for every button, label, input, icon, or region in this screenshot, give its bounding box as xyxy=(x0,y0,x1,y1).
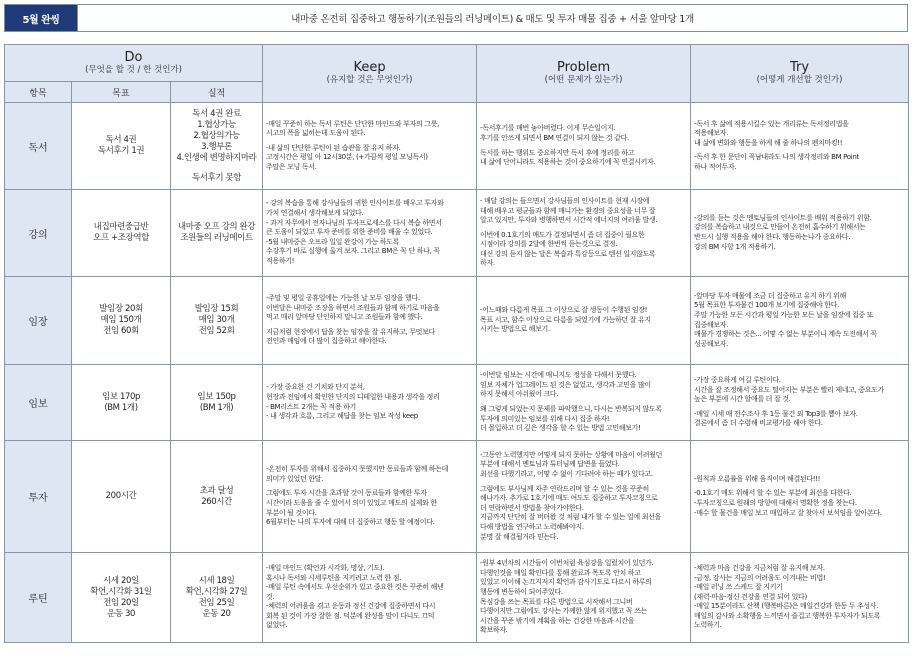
header-bar xyxy=(4,4,908,32)
text-line: -그동안 노력했지만 어떻게 되지 못하는 상황에 마음이 어려웠던 xyxy=(480,450,663,459)
row-category: 강의 xyxy=(5,190,72,277)
row-goal xyxy=(72,553,171,643)
text-line: -매일 마인드 (확언과 시각화, 명상, 기도). xyxy=(266,563,385,572)
text-line: 있었고 이이해 논끄지저지 확언과 감사기도로 다르시 하루의 xyxy=(480,578,652,587)
row-category: 루틴 xyxy=(5,553,72,643)
text-line: 발임장 15회 xyxy=(194,304,239,314)
table-row xyxy=(5,553,909,643)
text-line: 시간을 잘 조정해서 중요도 떨어지는 부분은 빨리 제네고, 중요도가 xyxy=(694,385,885,394)
month-badge: 5월 완씽 xyxy=(5,5,77,31)
text-line: 다해 방법을 연구하고 노력해봐야지. xyxy=(480,522,584,531)
try-title: Try xyxy=(789,60,810,75)
text-line: 하나 적어두자. xyxy=(694,162,737,171)
text-line: 다행이지만 그럼에도 강사는 가께한 않게 위지했고 꼭 쓰는 xyxy=(480,607,648,616)
text-line: 의미가 있었던 한달. xyxy=(266,474,323,483)
row-goal xyxy=(72,190,171,277)
row-keep xyxy=(263,277,477,365)
text-line: (BM 1개) xyxy=(104,402,138,413)
text-line: 하자. xyxy=(480,259,495,268)
keep-subtitle: (유지할 것은 무엇인가) xyxy=(326,75,413,85)
problem-subtitle: (어떤 문제가 있는가) xyxy=(544,75,623,85)
row-try xyxy=(691,441,909,553)
row-result xyxy=(171,190,263,277)
table-row xyxy=(5,365,909,441)
text-line: 가치 연결해서 생각해보게 되었다. xyxy=(266,209,364,218)
row-problem xyxy=(477,103,691,190)
text-line: - 가장 중요한 건 기치와 단지 분석, xyxy=(266,383,365,392)
text-line: -매일 꾸준히 하는 독서 루틴은 단단한 마인드와 부자의 그릇, xyxy=(266,119,439,128)
row-keep xyxy=(263,365,477,441)
text-line: 적용하기! xyxy=(266,256,295,265)
text-line: 성공해보자. xyxy=(694,339,728,348)
text-line: 매임 30개 xyxy=(198,315,235,325)
text-line: 전인과 매임에 더 많이 집중하고 해야한다. xyxy=(266,337,387,346)
text-line: 높은 부분에 시간 할애를 더 잘 것. xyxy=(694,395,791,404)
row-problem xyxy=(477,441,691,553)
text-line: -매일 루틴 속에서도 우선순위가 있고 중요한 것은 꾸준히 해낸 xyxy=(266,583,444,592)
row-problem xyxy=(477,553,691,643)
text-line: 확언,시각화 27일 xyxy=(185,586,248,597)
text-line: 적용해보자. xyxy=(694,129,728,138)
text-line: 매임 150개 xyxy=(100,315,142,325)
row-problem xyxy=(477,190,691,277)
row-category: 투자 xyxy=(5,441,72,553)
text-line: (재력-마음-정신 건강을 연결 되어 있다) xyxy=(694,592,807,601)
try-subtitle: (어떻게 개선할 것인가) xyxy=(756,75,843,85)
text-line: -매일 시세 매 전수조사 후 1등 물건 외 Top3를 뽑아 보자. xyxy=(694,409,858,418)
text-line: -매수 할 물건을 매일 보고 매입하고 잘 찾아서 보석임을 알아본다. xyxy=(694,508,882,517)
text-line: 것. xyxy=(266,592,275,601)
text-line: 다행인것을 매일 확인다를 통해 완료과 목도록 안치 하고 xyxy=(480,568,641,577)
col-result-header: 실적 xyxy=(171,82,263,103)
text-line: -강의를 듣는 것은 멘토님들의 인사이트를 배워 적용하기 위함. xyxy=(694,213,872,222)
text-line: -어느때와 다름게 목표 그 이상으로 잘 생동이 수행된 임장! xyxy=(480,306,648,315)
text-line: 시간을 꾸준 밖기에 계획을 하는 건강한 마음과 시간을 xyxy=(480,616,635,625)
text-line: 내 삶에 단어니라도 적용하는 것이 중요하기에 꼭 연결시키자. xyxy=(480,158,656,167)
row-keep xyxy=(263,190,477,277)
col-item-header: 항목 xyxy=(5,82,72,103)
text-line: 행동에 변동하이 되어주었다. xyxy=(480,587,563,596)
keep-title: Keep xyxy=(353,60,386,75)
text-line: 확보하자. xyxy=(480,626,508,635)
text-line: 지금처럼 현장에서 답을 찾는 임장을 잘 유지하고, 무엇보다 xyxy=(266,327,435,336)
text-line: 독서 4권 완료 xyxy=(192,108,241,119)
text-line: 수강후기 바로 실행에 옮겨 보자. 그리고 BM은 꼭 단 하나, 꼭 xyxy=(266,247,440,256)
text-line: 반드시 실행 적용을 해야 한다. 행동하는나가 중요하다. xyxy=(694,233,851,241)
text-line: 큰 도움이 되었고 투자 준비를 위한 준비를 배울 수 있었다. xyxy=(266,228,433,237)
text-line: 더 몰입하고 더 깊은 생각을 할 수 있는 방법 고민해보기! xyxy=(480,424,641,433)
text-line: 고정시간은 평일 아 12시30분, (+가끔씩 평일 모닝독서) xyxy=(266,153,428,162)
text-line: 독서후기 1권 xyxy=(97,146,145,156)
text-line: 260시간 xyxy=(201,496,232,507)
text-line: 주말 가능한 모든 시간과 평일 가능한 모든 날을 임장에 집중 또 xyxy=(694,310,874,319)
text-line: 이번달은 내마중 조장을 하면서 조원들과 함께 하기로 마음을 xyxy=(266,303,440,312)
text-line: 전임 52회 xyxy=(198,326,235,336)
text-line: 시간이라 도움을 줄 수 있어서 의미 있었고 매도의 실제와 한 xyxy=(266,499,437,507)
table-row xyxy=(5,103,909,190)
text-line: -원칙과 오름률을 위해 움직이며 해결된다!!! xyxy=(694,474,821,483)
text-line: 5월 목표한 투자물건 100개 보기에 집중해야 한다. xyxy=(694,301,839,310)
row-try xyxy=(691,190,909,277)
text-line: - 과거 자무에서 전자나님의 투자프로세스를 다시 복습 하면서 xyxy=(266,218,442,227)
text-line: 후기를 안쓰게 되면서 BM 연결이 되지 않는 것 같다. xyxy=(480,133,629,142)
row-try xyxy=(691,553,909,643)
text-line: 최선을 다했기라고, 어떻 수 없이 기다려야 하는 때가 있다고. xyxy=(480,470,653,479)
text-line: 이번에 0.1호기의 매도가 결정되면서 좀 더 집중이 필요한 xyxy=(480,230,645,239)
text-line: - BM리스트 2개는 꼭 적용 하기 xyxy=(266,402,356,411)
text-line: 전임 60회 xyxy=(103,326,139,336)
text-line: 독서를 하는 행위도 중요하지만 독서 후에 정리를 하고 xyxy=(480,148,635,157)
table-row xyxy=(5,441,909,553)
row-try xyxy=(691,103,909,190)
text-line: 집중해보자. xyxy=(694,320,728,329)
text-line: 시고의 폭을 넓히는데 도움이 된다. xyxy=(266,129,366,138)
text-line: 왜 그렇게 되었는지 문제를 파악했으니, 다시는 반복되지 않도록 xyxy=(480,405,662,413)
text-line: -매일 러닝 쓰 스케드 잘 지키기 xyxy=(694,583,783,592)
problem-header xyxy=(477,45,691,103)
text-line: 결론에서 좀 더 수렴해 비교평가를 해야 한다. xyxy=(694,419,823,428)
text-line: -체력의 어려움을 겪고 운동과 정신 건강에 집중하면서 다시 xyxy=(266,602,436,611)
text-line: - 강의 복습을 통해 강사님들의 귀한 인사이트를 배우고 투자와 xyxy=(266,199,444,208)
text-line: 투자에 의미있는 임보를 위해 다시 집중 하자! xyxy=(480,414,610,423)
text-line: 해나가자. 추가로 1호기에 매도 여도도 집중하고 투자코칭으로 xyxy=(480,494,658,503)
text-line: 현장과 전임에서 확인한 단지의 디테일한 내용과 생각을 정리 xyxy=(266,392,440,401)
text-line: -원부 4년차의 시간들이 이번처럼 육심강을 일렀치어 있던가. xyxy=(480,559,654,568)
text-line: -독서후기를 매번 놓아버렸다. 이게 무슨일이지. xyxy=(480,124,616,133)
text-line: 발임장 20회 xyxy=(99,304,143,314)
text-line: 200시간 xyxy=(105,491,137,501)
monthly-goal: 내마중 온전히 집중하고 행동하기(조원들의 러닝메이트) & 매도 및 투자 매물 집중 + 서울 앞마당 1개 xyxy=(77,5,907,31)
do-title: Do xyxy=(124,49,143,65)
text-line: 그럼에도 부사님께 자주 연락드리며 할 수 있는 것을 꾸준히 xyxy=(480,484,649,493)
text-line: 매일의 감사와 소확행을 느끼면서 즐겁고 행복한 투자자가 되도록 xyxy=(694,611,881,620)
text-line: 내 삶에 변화와 행동을 하게 해 줄 하나의 펜치마킹!! xyxy=(694,138,843,147)
row-problem xyxy=(477,277,691,365)
text-line: 독서 4권 xyxy=(105,135,137,145)
text-line: 부분이 될 것이다. xyxy=(266,508,317,517)
text-line: 오프 +조장역할 xyxy=(93,233,149,243)
text-line: 분명 잘 해결될거라 믿는다. xyxy=(480,532,559,541)
text-line: -이번달 임보는 시간에 매니지도 정성을 다해서 못했다. xyxy=(480,371,637,380)
row-result xyxy=(171,103,263,190)
text-line: 시세 18일 xyxy=(198,575,235,586)
text-line: 더 연락하면서 방법을 찾아가야한다. xyxy=(480,503,584,512)
text-line: 부분에 대해서 멘토님과 튜터님께 답변을 들었다. xyxy=(480,460,620,469)
text-line: 대신 강의 듣지 않는 달은 복습과 특강등으로 텐션 일지않도록 xyxy=(480,249,656,258)
text-line: 먹고 매리 앞마당 단인하지 말니고 조원들과 함께 했다. xyxy=(266,313,423,322)
text-line: 전임 20일 xyxy=(103,597,139,608)
text-line: 그럼에도 투자 시간을 초과할 것이 동료들과 함께한 투자 xyxy=(266,489,427,498)
text-line: 내집마련중급반 xyxy=(93,222,149,232)
text-line: -금정, 감사는 지금의 어려움도 이겨내는 비법! xyxy=(694,573,826,582)
text-line: 회복 된 것이 가장 잘한 점. 덕분에 완성을 맘이 다니도 끄덕 xyxy=(266,611,435,620)
row-category: 임보 xyxy=(5,365,72,441)
do-header xyxy=(5,45,263,82)
row-result xyxy=(171,277,263,365)
text-line: - 매달 강의는 들으면서 강사님들의 인사이트를 현재 시장에 xyxy=(480,196,650,205)
keep-header xyxy=(263,45,477,103)
row-keep xyxy=(263,441,477,553)
text-line: 확언,시각화 31일 xyxy=(90,586,152,597)
text-line: 임보 170p xyxy=(102,391,140,402)
text-line: 하지 못해서 아쉬웠어 크다. xyxy=(480,390,559,399)
problem-title: Problem xyxy=(556,60,611,75)
row-goal xyxy=(72,277,171,365)
text-line: 1.협상가능 xyxy=(197,119,236,130)
row-goal xyxy=(72,441,171,553)
col-goal-header: 목표 xyxy=(72,82,171,103)
text-line: 없었다. xyxy=(266,621,288,630)
row-try xyxy=(691,277,909,365)
text-line: -매일 15분이라도 산책 (행복바른)은 매일건강과 한동 두 추성사. xyxy=(694,602,879,611)
row-result xyxy=(171,441,263,553)
text-line: 조원들의 러닝메이트 xyxy=(180,233,253,243)
table-row xyxy=(5,190,909,277)
row-result xyxy=(171,365,263,441)
row-keep xyxy=(263,553,477,643)
text-line: 혹시나 독서와 시세루틴을 지키려고 노력 한 점. xyxy=(266,573,401,582)
text-line: 목심강을 쓰는 목표를 다른 방법으로 시작해서 그니버 xyxy=(480,597,633,606)
text-line: 전임 25일 xyxy=(198,597,235,608)
row-try xyxy=(691,365,909,441)
text-line: 시점이라 강의를 2달에 한번씩 듣는것으로 결정. xyxy=(480,240,618,249)
row-problem xyxy=(477,365,691,441)
text-line: 강의를 복습하고 내것으로 만들어 온전히 흡수하기 위해서는 xyxy=(694,223,866,232)
text-line: 지금까지 단단히 잘 버텨왔 것 처럼 내가 할 수 있는 일에 최선을 xyxy=(480,513,661,522)
text-line: -5월 내마중은 오프라 일일 완강이 가능 하도록 xyxy=(266,237,399,246)
text-line: -독서 후 삶에 적용시킬수 있는 개리류는 독서정리법을 xyxy=(694,119,849,128)
row-goal xyxy=(72,365,171,441)
text-line: 임보 자체가 업그레이드 된 것은 없었고, 생각과 고민을 많이 xyxy=(480,380,651,389)
text-line: 독서후기 못함 xyxy=(191,172,242,183)
row-goal xyxy=(72,103,171,190)
try-header xyxy=(691,45,909,103)
text-line: - 내 생각과 흐름, 그리고 해답을 찾는 임보 작성 keep xyxy=(266,412,418,421)
text-line: 운동 30 xyxy=(107,608,135,619)
text-line: 매물가 경쟁하는 것은... 어떻 수 없는 부분이니 계속 도전해서 꼭 xyxy=(694,330,877,339)
row-category: 임장 xyxy=(5,277,72,365)
row-category: 독서 xyxy=(5,103,72,190)
text-line: 운동 20 xyxy=(202,608,231,619)
text-line: 3.행부론 xyxy=(201,141,232,152)
text-line: -가장 중요하게 여길 루틴이다. xyxy=(694,376,781,385)
text-line: 목표 시고, 함수 이상으로 다름을 되었기에 가능하던 잘 유지 xyxy=(480,315,651,324)
line-gap xyxy=(171,164,262,173)
text-line: 임보 150p xyxy=(197,391,236,402)
text-line: -앞마당 투자 매물에 조금 더 집중하고 유지 하기 위해 xyxy=(694,291,846,300)
text-line: 4.인생에 변명하지마라 xyxy=(176,152,257,163)
retrospective-table xyxy=(4,44,909,643)
text-line: -독서 후 한 문단이 꼭남내라도 나의 생각정리와 BM Point xyxy=(694,153,859,162)
text-line: 6월부터는 나의 투자에 대해 더 집중하고 행동 할 예정이다. xyxy=(266,518,435,527)
text-line: -투자코칭으로 원래의 방향에 대해서 명확한 정을 찾는다. xyxy=(694,499,857,507)
text-line: 내마중 오프 강의 완강 xyxy=(177,222,256,232)
text-line: 초과 달성 xyxy=(199,485,234,496)
text-line: -주말 및 평일 공휴일에는 가능한 날 모두 임장을 했다. xyxy=(266,294,420,303)
text-line: 알고 있지만, 투자와 병행하면서 시간적 에너지의 여러움 발생. xyxy=(480,216,658,225)
text-line: -0.1호기 매도 위해서 할 수 있는 부분에 최선을 다한다. xyxy=(694,489,852,498)
text-line: 노력하기. xyxy=(694,621,722,630)
text-line: 2.협상의가능 xyxy=(193,130,240,141)
text-line: 시세 20일 xyxy=(103,575,139,586)
text-line: -체력과 마음 건강을 지금처럼 잘 유지해 보자. xyxy=(694,563,825,572)
table-row xyxy=(5,277,909,365)
text-line: -내 삶의 단단한 루틴이 된 습관을 잘 유지 하자. xyxy=(266,143,401,152)
text-line: (BM 1개) xyxy=(199,402,234,413)
row-keep xyxy=(263,103,477,190)
text-line: 주말은 모닝 독서. xyxy=(266,162,317,171)
row-result xyxy=(171,553,263,643)
text-line: 강의 BM 사항 1개 적용하기. xyxy=(694,242,776,251)
do-subtitle: (무엇을 할 것 / 한 것인가) xyxy=(85,64,182,75)
text-line: 시키는 방법으로 해보기. xyxy=(480,325,550,334)
text-line: -온전히 투자를 위해서 집중하지 못했지만 동료들과 함께 하는데 xyxy=(266,465,449,474)
text-line: 대해 배우고 평균들과 함께 매니가는 환경의 중요성을 너무 잘 xyxy=(480,206,656,215)
